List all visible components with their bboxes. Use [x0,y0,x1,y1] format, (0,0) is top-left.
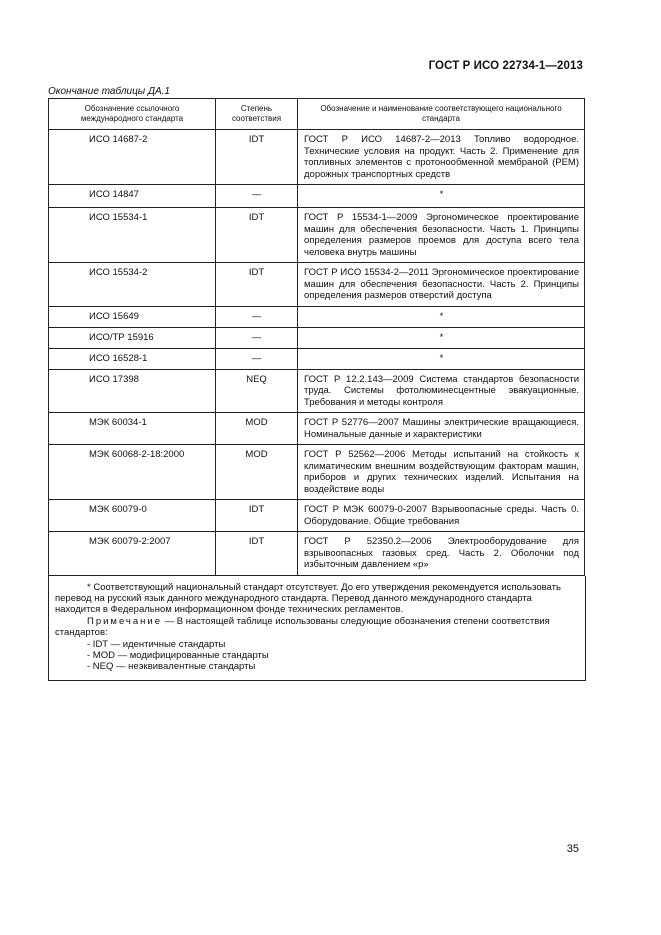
note-text: — В настоящей таблице использованы следующие обозначения степени соответствия стандартов: [55,615,550,639]
table-row [49,208,585,263]
table-row [49,369,585,413]
standards-table [48,98,585,576]
cell-intl-standard: ИСО 14687-2 [49,130,216,185]
table-row [49,130,585,185]
cell-intl-standard: ИСО 17398 [49,369,216,413]
table-row [49,413,585,445]
list-item: - MOD — модифицированные стандарты [87,649,269,661]
column-header-intl-standard: Обозначение ссылочного международного стандарта [49,99,216,130]
cell-degree: — [216,348,298,369]
cell-intl-standard: ИСО/ТР 15916 [49,327,216,348]
cell-intl-standard: ИСО 16528-1 [49,348,216,369]
column-header-degree: Степень соответствия [216,99,298,130]
cell-national-standard: * [298,348,585,369]
document-id: ГОСТ Р ИСО 22734-1—2013 [428,60,583,72]
cell-national-standard: ГОСТ Р ИСО 15534-2—2011 Эргономическое проектирование машин для обеспечения безопасности. Часть 2. Принципы определения размеров отверстий доступа [298,263,585,307]
cell-degree: IDT [216,208,298,263]
cell-national-standard: * [298,185,585,208]
note-paragraph [55,616,579,639]
footnote: * Соответствующий национальный стандарт отсутствует. До его утверждения рекомендуется использовать перевод на русский язык данного международного стандарта. Перевод данного международного стандарта находится в Федеральном информационном фонде технических регламентов. [55,581,561,616]
cell-degree: NEQ [216,369,298,413]
cell-national-standard: ГОСТ Р 52562—2006 Методы испытаний на стойкость к климатическим внешним воздействующим факторам машин, приборов и других технических изделий. Испытания на воздействие воды [298,445,585,500]
table-row [49,445,585,500]
note-label: Примечание [87,615,162,627]
table-row [49,263,585,307]
cell-intl-standard: ИСО 15534-1 [49,208,216,263]
table-row [49,327,585,348]
cell-national-standard: ГОСТ Р МЭК 60079-0-2007 Взрывоопасные среды. Часть 0. Оборудование. Общие требования [298,500,585,532]
cell-intl-standard: МЭК 60068-2-18:2000 [49,445,216,500]
cell-degree: MOD [216,413,298,445]
cell-national-standard: * [298,327,585,348]
table-row [49,306,585,327]
cell-national-standard: * [298,306,585,327]
table-row [49,532,585,576]
cell-degree: MOD [216,445,298,500]
cell-degree: IDT [216,532,298,576]
cell-intl-standard: ИСО 14847 [49,185,216,208]
cell-intl-standard: ИСО 15534-2 [49,263,216,307]
table-row [49,500,585,532]
standards-table-container [48,98,584,681]
cell-national-standard: ГОСТ Р 15534-1—2009 Эргономическое проектирование машин для обеспечения безопасности. Часть 1. Принципы определения размеров проемов для доступа всего тела человека внутрь машины [298,208,585,263]
cell-intl-standard: МЭК 60034-1 [49,413,216,445]
cell-national-standard: ГОСТ Р 52350.2—2006 Электрооборудование для взрывоопасных газовых сред. Часть 2. Оболочки под избыточным давлением «р» [298,532,585,576]
list-item: - IDT — идентичные стандарты [87,638,226,650]
cell-national-standard: ГОСТ Р ИСО 14687-2—2013 Топливо водородное. Технические условия на продукт. Часть 2. Применение для топливных элементов с протонообменной мембраной (РЕМ) дорожных транспортных средств [298,130,585,185]
cell-national-standard: ГОСТ Р 12.2.143—2009 Система стандартов безопасности труда. Системы фотолюминесцентные эвакуационные. Требования и методы контроля [298,369,585,413]
cell-degree: — [216,327,298,348]
cell-intl-standard: ИСО 15649 [49,306,216,327]
cell-degree: — [216,306,298,327]
cell-degree: — [216,185,298,208]
table-row [49,348,585,369]
cell-degree: IDT [216,500,298,532]
cell-intl-standard: МЭК 60079-0 [49,500,216,532]
table-header-row [49,99,585,130]
cell-intl-standard: МЭК 60079-2:2007 [49,532,216,576]
column-header-national-standard: Обозначение и наименование соответствующего национального стандарта [298,99,585,130]
cell-degree: IDT [216,263,298,307]
table-row [49,185,585,208]
table-notes [48,576,586,681]
cell-national-standard: ГОСТ Р 52776—2007 Машины электрические вращающиеся. Номинальные данные и характеристики [298,413,585,445]
cell-degree: IDT [216,130,298,185]
table-caption: Окончание таблицы ДА.1 [48,86,170,97]
page-number: 35 [566,843,579,855]
list-item: - NEQ — неэквивалентные стандарты [87,661,256,673]
